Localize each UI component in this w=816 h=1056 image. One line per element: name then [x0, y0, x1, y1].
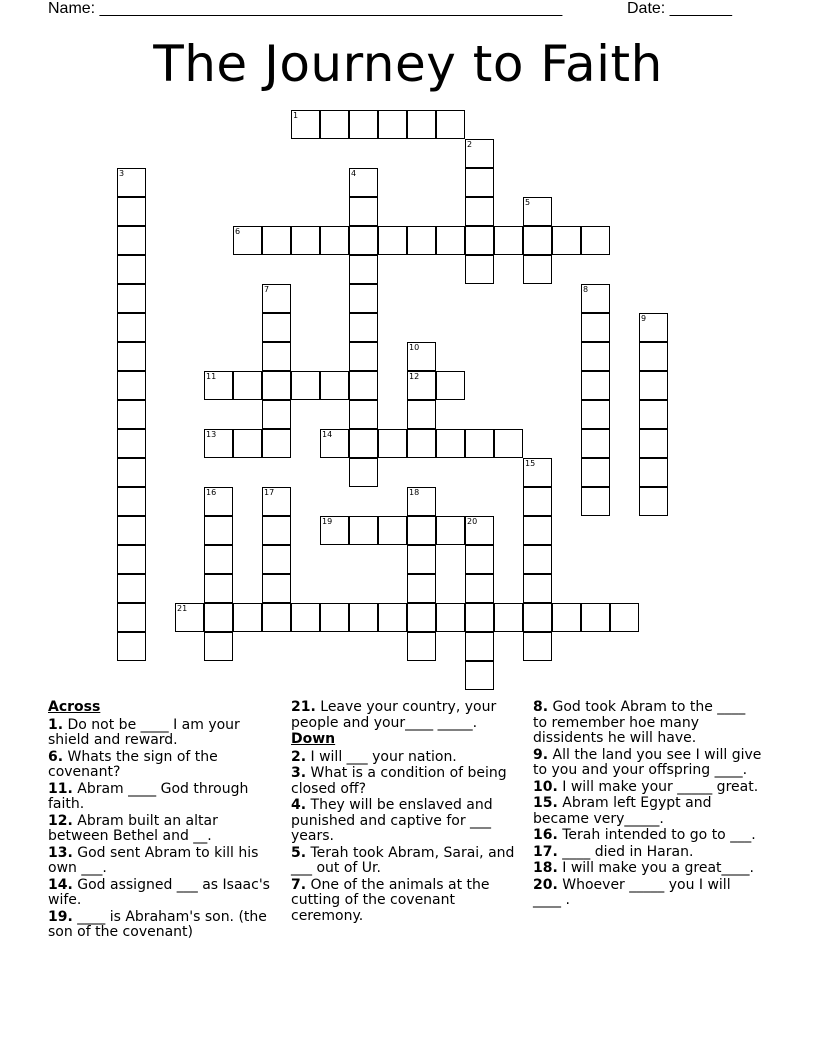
grid-cell[interactable]	[552, 226, 581, 255]
grid-cell[interactable]	[436, 603, 465, 632]
grid-cell[interactable]	[407, 574, 436, 603]
clue-text: Do not be ____ I am your shield and reward.	[48, 716, 240, 748]
grid-cell[interactable]	[639, 429, 668, 458]
down-clue	[291, 798, 516, 845]
grid-cell[interactable]	[349, 197, 378, 226]
clue-number-label: 7.	[291, 876, 307, 893]
grid-cell[interactable]	[378, 516, 407, 545]
grid-cell[interactable]	[465, 429, 494, 458]
grid-cell[interactable]	[204, 603, 233, 632]
grid-cell[interactable]	[639, 458, 668, 487]
grid-cell[interactable]	[523, 487, 552, 516]
grid-cell[interactable]	[320, 603, 349, 632]
grid-cell[interactable]	[465, 516, 494, 545]
grid-cell[interactable]	[262, 429, 291, 458]
grid-cell[interactable]	[581, 603, 610, 632]
grid-cell[interactable]	[494, 226, 523, 255]
grid-cell[interactable]	[378, 603, 407, 632]
grid-cell[interactable]	[523, 603, 552, 632]
clue-number: 19	[322, 517, 333, 526]
clue-text: Terah took Abram, Sarai, and ___ out of Ur.	[291, 844, 515, 876]
grid-cell[interactable]	[175, 603, 204, 632]
clue-number-label: 4.	[291, 797, 307, 813]
grid-cell[interactable]	[581, 313, 610, 342]
grid-cell[interactable]	[117, 168, 146, 197]
clue-number-label: 12.	[48, 812, 73, 829]
grid-cell[interactable]	[262, 516, 291, 545]
grid-cell[interactable]	[349, 226, 378, 255]
clues-column-1	[48, 700, 273, 942]
clue-number-label: 15.	[533, 795, 558, 811]
grid-cell[interactable]	[407, 603, 436, 632]
grid-cell[interactable]	[523, 545, 552, 574]
clue-number: 21	[177, 604, 188, 613]
date-field-label[interactable]: Date: _______	[627, 0, 732, 17]
grid-cell[interactable]	[639, 400, 668, 429]
grid-cell[interactable]	[407, 110, 436, 139]
grid-cell[interactable]	[552, 603, 581, 632]
grid-cell[interactable]	[262, 371, 291, 400]
across-clue	[48, 910, 273, 941]
grid-cell[interactable]	[349, 429, 378, 458]
grid-cell[interactable]	[465, 197, 494, 226]
clue-number-label: 14.	[48, 876, 73, 893]
grid-cell[interactable]	[349, 313, 378, 342]
grid-cell[interactable]	[349, 400, 378, 429]
clue-text: All the land you see I will give to you and your offspring ____.	[533, 746, 762, 778]
grid-cell[interactable]	[581, 429, 610, 458]
clue-text: Terah intended to go to ___.	[557, 827, 756, 843]
grid-cell[interactable]	[320, 516, 349, 545]
grid-cell[interactable]	[465, 603, 494, 632]
clue-number-label: 19.	[48, 908, 73, 925]
clue-text: Abram left Egypt and became very_____.	[533, 795, 712, 827]
grid-cell[interactable]	[204, 429, 233, 458]
clue-text: Abram built an altar between Bethel and __.	[48, 812, 218, 844]
grid-cell[interactable]	[581, 342, 610, 371]
across-clue	[48, 718, 273, 749]
clue-text: Whoever _____ you I will ____ .	[533, 876, 731, 908]
clue-text: They will be enslaved and punished and captive for ___ years.	[291, 797, 493, 844]
grid-cell[interactable]	[465, 545, 494, 574]
grid-cell[interactable]	[407, 429, 436, 458]
grid-cell[interactable]	[436, 516, 465, 545]
grid-cell[interactable]	[349, 371, 378, 400]
grid-cell[interactable]	[349, 168, 378, 197]
down-clue	[291, 750, 516, 766]
clue-number: 8	[583, 285, 589, 294]
clue-number-label: 11.	[48, 780, 73, 797]
clue-number-label: 8.	[533, 699, 549, 715]
grid-cell[interactable]	[639, 342, 668, 371]
grid-cell[interactable]	[407, 487, 436, 516]
clue-number-label: 20.	[533, 876, 558, 893]
clue-number: 7	[264, 285, 270, 294]
grid-cell[interactable]	[581, 371, 610, 400]
grid-cell[interactable]	[349, 110, 378, 139]
down-clue	[533, 700, 763, 747]
clue-text: ____ died in Haran.	[557, 843, 694, 860]
grid-cell[interactable]	[204, 516, 233, 545]
grid-cell[interactable]	[465, 661, 494, 690]
grid-cell[interactable]	[233, 226, 262, 255]
grid-cell[interactable]	[465, 226, 494, 255]
clue-number: 5	[525, 198, 531, 207]
clue-number: 10	[409, 343, 420, 352]
grid-cell[interactable]	[523, 226, 552, 255]
grid-cell[interactable]	[320, 110, 349, 139]
clue-number: 12	[409, 372, 420, 381]
grid-cell[interactable]	[262, 284, 291, 313]
grid-cell[interactable]	[581, 487, 610, 516]
grid-cell[interactable]	[407, 371, 436, 400]
clue-number: 20	[467, 517, 478, 526]
grid-cell[interactable]	[117, 226, 146, 255]
across-clue	[48, 878, 273, 909]
clue-number-label: 16.	[533, 827, 558, 843]
clue-number: 11	[206, 372, 217, 381]
grid-cell[interactable]	[523, 255, 552, 284]
grid-cell[interactable]	[610, 603, 639, 632]
grid-cell[interactable]	[117, 603, 146, 632]
grid-cell[interactable]	[117, 313, 146, 342]
grid-cell[interactable]	[407, 226, 436, 255]
grid-cell[interactable]	[581, 226, 610, 255]
clue-number: 15	[525, 459, 536, 468]
grid-cell[interactable]	[523, 632, 552, 661]
down-clue	[533, 780, 763, 796]
grid-cell[interactable]	[378, 226, 407, 255]
grid-cell[interactable]	[320, 429, 349, 458]
grid-cell[interactable]	[581, 284, 610, 313]
grid-cell[interactable]	[233, 603, 262, 632]
clue-number: 2	[467, 140, 473, 149]
clue-text: One of the animals at the cutting of the covenant ceremony.	[291, 876, 490, 924]
grid-cell[interactable]	[436, 429, 465, 458]
clue-number-label: 3.	[291, 765, 307, 781]
across-clue	[48, 782, 273, 813]
grid-cell[interactable]	[407, 516, 436, 545]
clue-number: 6	[235, 227, 241, 236]
clue-number: 18	[409, 488, 420, 497]
grid-cell[interactable]	[378, 110, 407, 139]
grid-cell[interactable]	[117, 400, 146, 429]
grid-cell[interactable]	[117, 284, 146, 313]
grid-cell[interactable]	[204, 574, 233, 603]
grid-cell[interactable]	[262, 226, 291, 255]
across-clue	[48, 814, 273, 845]
grid-cell[interactable]	[639, 313, 668, 342]
grid-cell[interactable]	[465, 168, 494, 197]
grid-cell[interactable]	[233, 429, 262, 458]
grid-cell[interactable]	[465, 255, 494, 284]
across-clue	[291, 700, 516, 731]
grid-cell[interactable]	[639, 371, 668, 400]
down-heading: Down	[291, 731, 336, 747]
clue-number-label: 21.	[291, 699, 316, 715]
clue-text: God took Abram to the ____ to remember hoe many dissidents he will have.	[533, 699, 746, 746]
grid-cell[interactable]	[639, 487, 668, 516]
grid-cell[interactable]	[349, 458, 378, 487]
across-clue	[48, 750, 273, 781]
grid-cell[interactable]	[320, 371, 349, 400]
grid-cell[interactable]	[349, 603, 378, 632]
grid-cell[interactable]	[523, 458, 552, 487]
down-clue	[533, 861, 763, 877]
grid-cell[interactable]	[262, 574, 291, 603]
grid-cell[interactable]	[262, 313, 291, 342]
across-clue	[48, 846, 273, 877]
clue-number: 14	[322, 430, 333, 439]
grid-cell[interactable]	[262, 487, 291, 516]
across-heading: Across	[48, 699, 101, 715]
clue-text: Whats the sign of the covenant?	[48, 748, 218, 780]
grid-cell[interactable]	[262, 342, 291, 371]
grid-cell[interactable]	[204, 545, 233, 574]
grid-cell[interactable]	[494, 429, 523, 458]
grid-cell[interactable]	[204, 632, 233, 661]
grid-cell[interactable]	[465, 139, 494, 168]
down-clue	[533, 796, 763, 827]
grid-cell[interactable]	[465, 632, 494, 661]
down-clue	[533, 828, 763, 844]
grid-cell[interactable]	[320, 226, 349, 255]
grid-cell[interactable]	[465, 574, 494, 603]
grid-cell[interactable]	[581, 458, 610, 487]
clue-text: Leave your country, your people and your____ _____.	[291, 699, 497, 731]
grid-cell[interactable]	[117, 197, 146, 226]
grid-cell[interactable]	[117, 574, 146, 603]
down-clue	[533, 878, 763, 909]
grid-cell[interactable]	[523, 574, 552, 603]
grid-cell[interactable]	[117, 487, 146, 516]
grid-cell[interactable]	[204, 487, 233, 516]
grid-cell[interactable]	[291, 110, 320, 139]
grid-cell[interactable]	[349, 516, 378, 545]
clue-text: I will make you a great____.	[557, 860, 754, 876]
grid-cell[interactable]	[291, 603, 320, 632]
grid-cell[interactable]	[436, 226, 465, 255]
grid-cell[interactable]	[117, 632, 146, 661]
clue-number-label: 1.	[48, 716, 64, 733]
grid-cell[interactable]	[436, 371, 465, 400]
clue-text: God sent Abram to kill his own ___.	[48, 844, 259, 876]
grid-cell[interactable]	[204, 371, 233, 400]
clue-number-label: 9.	[533, 746, 549, 763]
down-clue	[291, 766, 516, 797]
grid-cell[interactable]	[349, 342, 378, 371]
clue-number: 17	[264, 488, 275, 497]
down-clue	[291, 846, 516, 877]
grid-cell[interactable]	[117, 429, 146, 458]
clue-number-label: 5.	[291, 844, 307, 861]
clue-number-label: 2.	[291, 748, 307, 765]
grid-cell[interactable]	[581, 400, 610, 429]
clue-text: Abram ____ God through faith.	[48, 780, 249, 812]
down-clue	[533, 748, 763, 779]
clues-column-3	[533, 700, 763, 910]
grid-cell[interactable]	[523, 516, 552, 545]
grid-cell[interactable]	[117, 516, 146, 545]
grid-cell[interactable]	[349, 255, 378, 284]
name-field-label[interactable]: Name: ____________________________________________________	[48, 0, 563, 17]
clue-number: 16	[206, 488, 217, 497]
clue-text: I will ___ your nation.	[306, 748, 457, 765]
clue-number-label: 13.	[48, 844, 73, 861]
grid-cell[interactable]	[291, 226, 320, 255]
grid-cell[interactable]	[436, 110, 465, 139]
grid-cell[interactable]	[291, 371, 320, 400]
grid-cell[interactable]	[117, 371, 146, 400]
grid-cell[interactable]	[233, 371, 262, 400]
down-clue	[533, 845, 763, 861]
clue-number: 13	[206, 430, 217, 439]
clue-number: 1	[293, 111, 299, 120]
clue-number: 9	[641, 314, 647, 323]
grid-cell[interactable]	[262, 400, 291, 429]
clue-text: ____ is Abraham's son. (the son of the covenant)	[48, 908, 267, 940]
down-clue	[291, 878, 516, 925]
clue-number: 3	[119, 169, 125, 178]
grid-cell[interactable]	[407, 400, 436, 429]
clue-number-label: 6.	[48, 748, 64, 765]
clue-text: I will make your _____ great.	[557, 778, 759, 795]
clue-number: 4	[351, 169, 357, 178]
grid-cell[interactable]	[494, 603, 523, 632]
grid-cell[interactable]	[262, 603, 291, 632]
grid-cell[interactable]	[407, 545, 436, 574]
grid-cell[interactable]	[117, 342, 146, 371]
clues-column-2	[291, 700, 516, 925]
grid-cell[interactable]	[378, 429, 407, 458]
clue-number-label: 10.	[533, 778, 558, 795]
grid-cell[interactable]	[117, 458, 146, 487]
grid-cell[interactable]	[523, 197, 552, 226]
grid-cell[interactable]	[117, 545, 146, 574]
grid-cell[interactable]	[407, 342, 436, 371]
grid-cell[interactable]	[262, 545, 291, 574]
grid-cell[interactable]	[407, 632, 436, 661]
clue-number-label: 17.	[533, 843, 558, 860]
clue-text: God assigned ___ as Isaac's wife.	[48, 876, 270, 908]
clue-text: What is a condition of being closed off?	[291, 765, 507, 797]
clue-number-label: 18.	[533, 860, 558, 876]
grid-cell[interactable]	[349, 284, 378, 313]
grid-cell[interactable]	[117, 255, 146, 284]
page-title: The Journey to Faith	[153, 35, 663, 93]
